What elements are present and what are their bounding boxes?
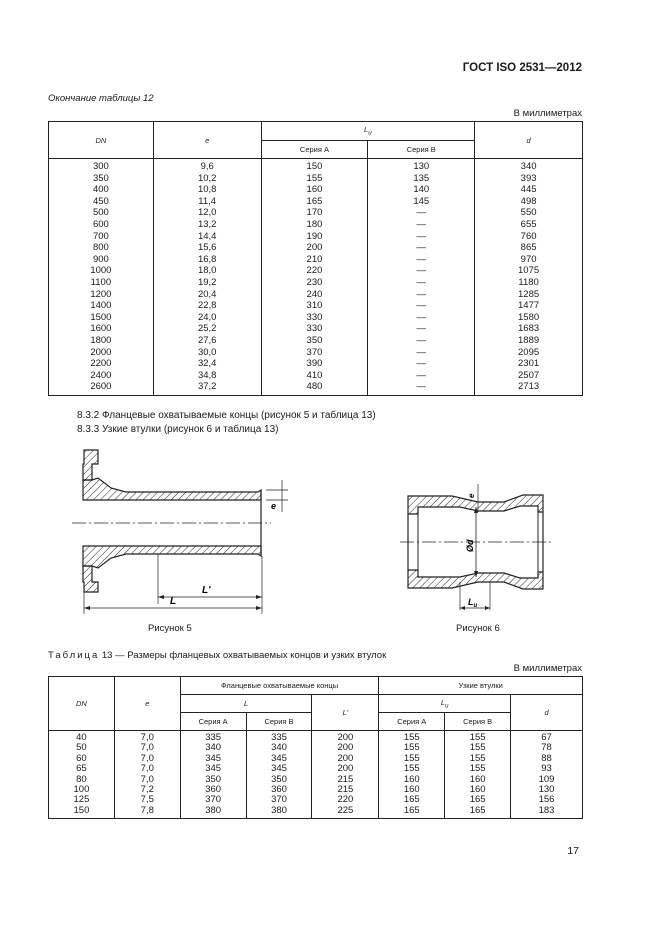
table-cell: 22,8 — [153, 300, 261, 312]
table13-header-l-series-b: Серия B — [246, 713, 312, 731]
table-row — [49, 785, 583, 795]
table-cell: 10,8 — [153, 184, 261, 196]
table-cell: 7,0 — [114, 731, 180, 744]
figure6-label-lu: $L_u$ — [468, 597, 478, 609]
table12-body — [49, 159, 583, 396]
table-row — [49, 219, 583, 231]
table-cell: 335 — [180, 731, 246, 744]
table13-units: В миллиметрах — [513, 663, 582, 674]
figure5-drawing — [66, 442, 296, 622]
table-cell: 390 — [261, 358, 368, 370]
table-cell: — — [368, 254, 475, 266]
table-cell: 370 — [246, 795, 312, 805]
table-cell: — — [368, 312, 475, 324]
table-row — [49, 184, 583, 196]
table-cell: — — [368, 358, 475, 370]
table-row — [49, 242, 583, 254]
table-cell: 345 — [246, 764, 312, 774]
table-cell: — — [368, 347, 475, 359]
table-cell: 7,0 — [114, 775, 180, 785]
table-cell: 140 — [368, 184, 475, 196]
table-cell: 12,0 — [153, 207, 261, 219]
table13-header-lprime: L' — [312, 695, 379, 731]
table-cell: 25,2 — [153, 323, 261, 335]
table13-caption: Таблица 13 — Размеры фланцевых охватываемых концов и узких втулок — [48, 650, 387, 661]
table-cell: 160 — [445, 785, 511, 795]
table-cell: 60 — [49, 754, 115, 764]
table-cell: 165 — [379, 806, 445, 819]
figure5-caption: Рисунок 5 — [148, 623, 192, 634]
table13-body — [49, 731, 583, 819]
table13-header-l: L — [180, 695, 312, 713]
table-cell: 350 — [49, 173, 154, 185]
table12-header-d: d — [475, 122, 583, 159]
table-cell: 345 — [180, 764, 246, 774]
table-row — [49, 335, 583, 347]
table-cell: 7,0 — [114, 764, 180, 774]
table-cell: 393 — [475, 173, 583, 185]
table-cell: 450 — [49, 196, 154, 208]
figure6-drawing — [398, 482, 558, 617]
table-cell: 1285 — [475, 289, 583, 301]
table-cell: 7,8 — [114, 806, 180, 819]
table-cell: — — [368, 300, 475, 312]
table-cell: 88 — [511, 754, 583, 764]
table-cell: — — [368, 335, 475, 347]
table-cell: 7,2 — [114, 785, 180, 795]
table13-header-flanged: Фланцевые охватываемые концы — [180, 677, 379, 695]
table-cell: 7,0 — [114, 743, 180, 753]
table-cell: 65 — [49, 764, 115, 774]
table-cell: 865 — [475, 242, 583, 254]
table-cell: 345 — [246, 754, 312, 764]
table-cell: 2095 — [475, 347, 583, 359]
table-row — [49, 743, 583, 753]
table-cell: 2000 — [49, 347, 154, 359]
table12 — [48, 121, 583, 396]
table-cell: 210 — [261, 254, 368, 266]
table-cell: 220 — [312, 795, 379, 805]
table-cell: 155 — [445, 754, 511, 764]
table-row — [49, 323, 583, 335]
document-header: ГОСТ ISO 2531—2012 — [462, 62, 582, 74]
table-row — [49, 277, 583, 289]
figure5-label-lprime: L' — [202, 585, 211, 596]
table-cell: 400 — [49, 184, 154, 196]
table-cell: 215 — [312, 775, 379, 785]
figure5-body-upper — [83, 478, 261, 500]
table-cell: 220 — [261, 265, 368, 277]
paragraph-8-3-3: 8.3.3 Узкие втулки (рисунок 6 и таблица 13) — [77, 424, 279, 435]
table-cell: 2200 — [49, 358, 154, 370]
table13-header-lu-series-b: Серия B — [445, 713, 511, 731]
table-row — [49, 358, 583, 370]
table-cell: 32,4 — [153, 358, 261, 370]
table-cell: 200 — [312, 754, 379, 764]
table-cell: 600 — [49, 219, 154, 231]
table-cell: 1180 — [475, 277, 583, 289]
table-row — [49, 300, 583, 312]
table-cell: 500 — [49, 207, 154, 219]
figure6-label-e: e — [467, 493, 476, 498]
table-cell: — — [368, 242, 475, 254]
table-cell: 1400 — [49, 300, 154, 312]
table-cell: 160 — [379, 775, 445, 785]
table-cell: 340 — [475, 159, 583, 173]
table-row — [49, 312, 583, 324]
table-cell: 150 — [49, 806, 115, 819]
table13-header-dn: DN — [49, 677, 115, 731]
table-row — [49, 775, 583, 785]
table-cell: — — [368, 231, 475, 243]
table-row — [49, 289, 583, 301]
table-cell: 130 — [368, 159, 475, 173]
table-cell: 165 — [445, 795, 511, 805]
table-cell: 350 — [180, 775, 246, 785]
table-cell: 410 — [261, 370, 368, 382]
table13-header-d: d — [511, 695, 583, 731]
table-cell: — — [368, 289, 475, 301]
table-row — [49, 754, 583, 764]
table-cell: 498 — [475, 196, 583, 208]
table-cell: 30,0 — [153, 347, 261, 359]
table-cell: 9,6 — [153, 159, 261, 173]
table13-header-lu-series-a: Серия A — [379, 713, 445, 731]
table-cell: 20,4 — [153, 289, 261, 301]
table-cell: 655 — [475, 219, 583, 231]
table-cell: — — [368, 323, 475, 335]
table-cell: 240 — [261, 289, 368, 301]
table-cell: 19,2 — [153, 277, 261, 289]
figure5-body-lower — [83, 546, 261, 568]
table-cell: 15,6 — [153, 242, 261, 254]
table13-header-e: e — [114, 677, 180, 731]
table13-header-narrow: Узкие втулки — [379, 677, 583, 695]
table-cell: 340 — [180, 743, 246, 753]
table-cell: 67 — [511, 731, 583, 744]
figure5-flange-lower — [83, 566, 98, 592]
table-cell: 150 — [261, 159, 368, 173]
table-cell: 340 — [246, 743, 312, 753]
table-cell: 135 — [368, 173, 475, 185]
table-cell: 10,2 — [153, 173, 261, 185]
table-cell: 800 — [49, 242, 154, 254]
table-cell: 970 — [475, 254, 583, 266]
table-row — [49, 381, 583, 395]
table-cell: 350 — [261, 335, 368, 347]
table-cell: 93 — [511, 764, 583, 774]
table-cell: 330 — [261, 323, 368, 335]
table-cell: — — [368, 370, 475, 382]
table12-header-series-b: Серия B — [368, 141, 475, 159]
table-row — [49, 806, 583, 819]
table-cell: — — [368, 381, 475, 395]
table-cell: 360 — [246, 785, 312, 795]
table-cell: 37,2 — [153, 381, 261, 395]
table-cell: 480 — [261, 381, 368, 395]
table12-header-series-a: Серия A — [261, 141, 368, 159]
table-cell: 310 — [261, 300, 368, 312]
table-cell: 160 — [379, 785, 445, 795]
table-cell: 7,0 — [114, 754, 180, 764]
table-cell: 155 — [261, 173, 368, 185]
table-cell: 370 — [261, 347, 368, 359]
table-cell: 350 — [246, 775, 312, 785]
table-cell: 155 — [445, 743, 511, 753]
table-cell: 1000 — [49, 265, 154, 277]
table-cell: 225 — [312, 806, 379, 819]
table-cell: 40 — [49, 731, 115, 744]
table-cell: 156 — [511, 795, 583, 805]
table-row — [49, 196, 583, 208]
table-cell: 200 — [312, 743, 379, 753]
table-row — [49, 231, 583, 243]
table-cell: 200 — [261, 242, 368, 254]
table-cell: 215 — [312, 785, 379, 795]
table-cell: 230 — [261, 277, 368, 289]
table-cell: 24,0 — [153, 312, 261, 324]
table-cell: 2400 — [49, 370, 154, 382]
table-row — [49, 159, 583, 173]
table-cell: — — [368, 219, 475, 231]
table-cell: 7,5 — [114, 795, 180, 805]
table-cell: 125 — [49, 795, 115, 805]
table-cell: 155 — [445, 764, 511, 774]
table-cell: 13,2 — [153, 219, 261, 231]
table-cell: 155 — [379, 731, 445, 744]
table-cell: 1100 — [49, 277, 154, 289]
table-cell: 1889 — [475, 335, 583, 347]
table-cell: 900 — [49, 254, 154, 266]
table-cell: 380 — [180, 806, 246, 819]
table-cell: 760 — [475, 231, 583, 243]
table-cell: 165 — [379, 795, 445, 805]
table12-caption: Окончание таблицы 12 — [48, 93, 154, 104]
table-cell: 18,0 — [153, 265, 261, 277]
figure5-label-l: L — [170, 596, 177, 607]
table-cell: 145 — [368, 196, 475, 208]
table-cell: 16,8 — [153, 254, 261, 266]
table-row — [49, 254, 583, 266]
table-cell: 180 — [261, 219, 368, 231]
table-row — [49, 795, 583, 805]
table-cell: 445 — [475, 184, 583, 196]
table-cell: 80 — [49, 775, 115, 785]
figure6-label-d: Ød — [465, 539, 475, 552]
table13 — [48, 676, 583, 819]
table13-header-lu: $L_u$ — [379, 695, 511, 713]
table-cell: 190 — [261, 231, 368, 243]
table-cell: 165 — [261, 196, 368, 208]
table-cell: 170 — [261, 207, 368, 219]
table-cell: 155 — [445, 731, 511, 744]
table-cell: 2713 — [475, 381, 583, 395]
table-cell: 165 — [445, 806, 511, 819]
table-cell: 2301 — [475, 358, 583, 370]
table-cell: 1683 — [475, 323, 583, 335]
table-cell: 200 — [312, 731, 379, 744]
table-cell: 1200 — [49, 289, 154, 301]
table-cell: 183 — [511, 806, 583, 819]
paragraph-8-3-2: 8.3.2 Фланцевые охватываемые концы (рисунок 5 и таблица 13) — [77, 410, 376, 421]
table-row — [49, 207, 583, 219]
table-cell: 1075 — [475, 265, 583, 277]
table-cell: 78 — [511, 743, 583, 753]
table-cell: 550 — [475, 207, 583, 219]
table-cell: 155 — [379, 754, 445, 764]
table-cell: — — [368, 277, 475, 289]
table-cell: 1600 — [49, 323, 154, 335]
table-cell: 370 — [180, 795, 246, 805]
table-cell: 100 — [49, 785, 115, 795]
table-cell: 130 — [511, 785, 583, 795]
table13-header-l-series-a: Серия A — [180, 713, 246, 731]
table-cell: 109 — [511, 775, 583, 785]
table-row — [49, 347, 583, 359]
table-row — [49, 764, 583, 774]
table-cell: 34,8 — [153, 370, 261, 382]
table-row — [49, 370, 583, 382]
table12-header-dn: DN — [49, 122, 154, 159]
table-cell: 14,4 — [153, 231, 261, 243]
table-cell: 155 — [379, 743, 445, 753]
table-cell: — — [368, 207, 475, 219]
table-cell: 2507 — [475, 370, 583, 382]
table-row — [49, 731, 583, 744]
table-cell: 50 — [49, 743, 115, 753]
table-cell: 11,4 — [153, 196, 261, 208]
table-cell: 300 — [49, 159, 154, 173]
table-cell: 1477 — [475, 300, 583, 312]
table-cell: 1500 — [49, 312, 154, 324]
figure6-caption: Рисунок 6 — [456, 623, 500, 634]
table-cell: 1580 — [475, 312, 583, 324]
table-cell: 345 — [180, 754, 246, 764]
table-cell: 1800 — [49, 335, 154, 347]
figure5-label-e: e — [271, 501, 277, 511]
table-cell: 2600 — [49, 381, 154, 395]
table-cell: 160 — [261, 184, 368, 196]
table-row — [49, 173, 583, 185]
table-row — [49, 265, 583, 277]
table-cell: 200 — [312, 764, 379, 774]
table-cell: 330 — [261, 312, 368, 324]
figure5-flange-upper — [83, 450, 98, 480]
table-cell: 335 — [246, 731, 312, 744]
table-cell: 360 — [180, 785, 246, 795]
table-cell: 700 — [49, 231, 154, 243]
table12-header-e: e — [153, 122, 261, 159]
table-cell: — — [368, 265, 475, 277]
page-number: 17 — [567, 845, 579, 857]
table-cell: 160 — [445, 775, 511, 785]
table-cell: 380 — [246, 806, 312, 819]
table-cell: 155 — [379, 764, 445, 774]
table-cell: 27,6 — [153, 335, 261, 347]
table12-units: В миллиметрах — [513, 108, 582, 119]
table12-header-lu: $L_u$ — [261, 122, 475, 141]
